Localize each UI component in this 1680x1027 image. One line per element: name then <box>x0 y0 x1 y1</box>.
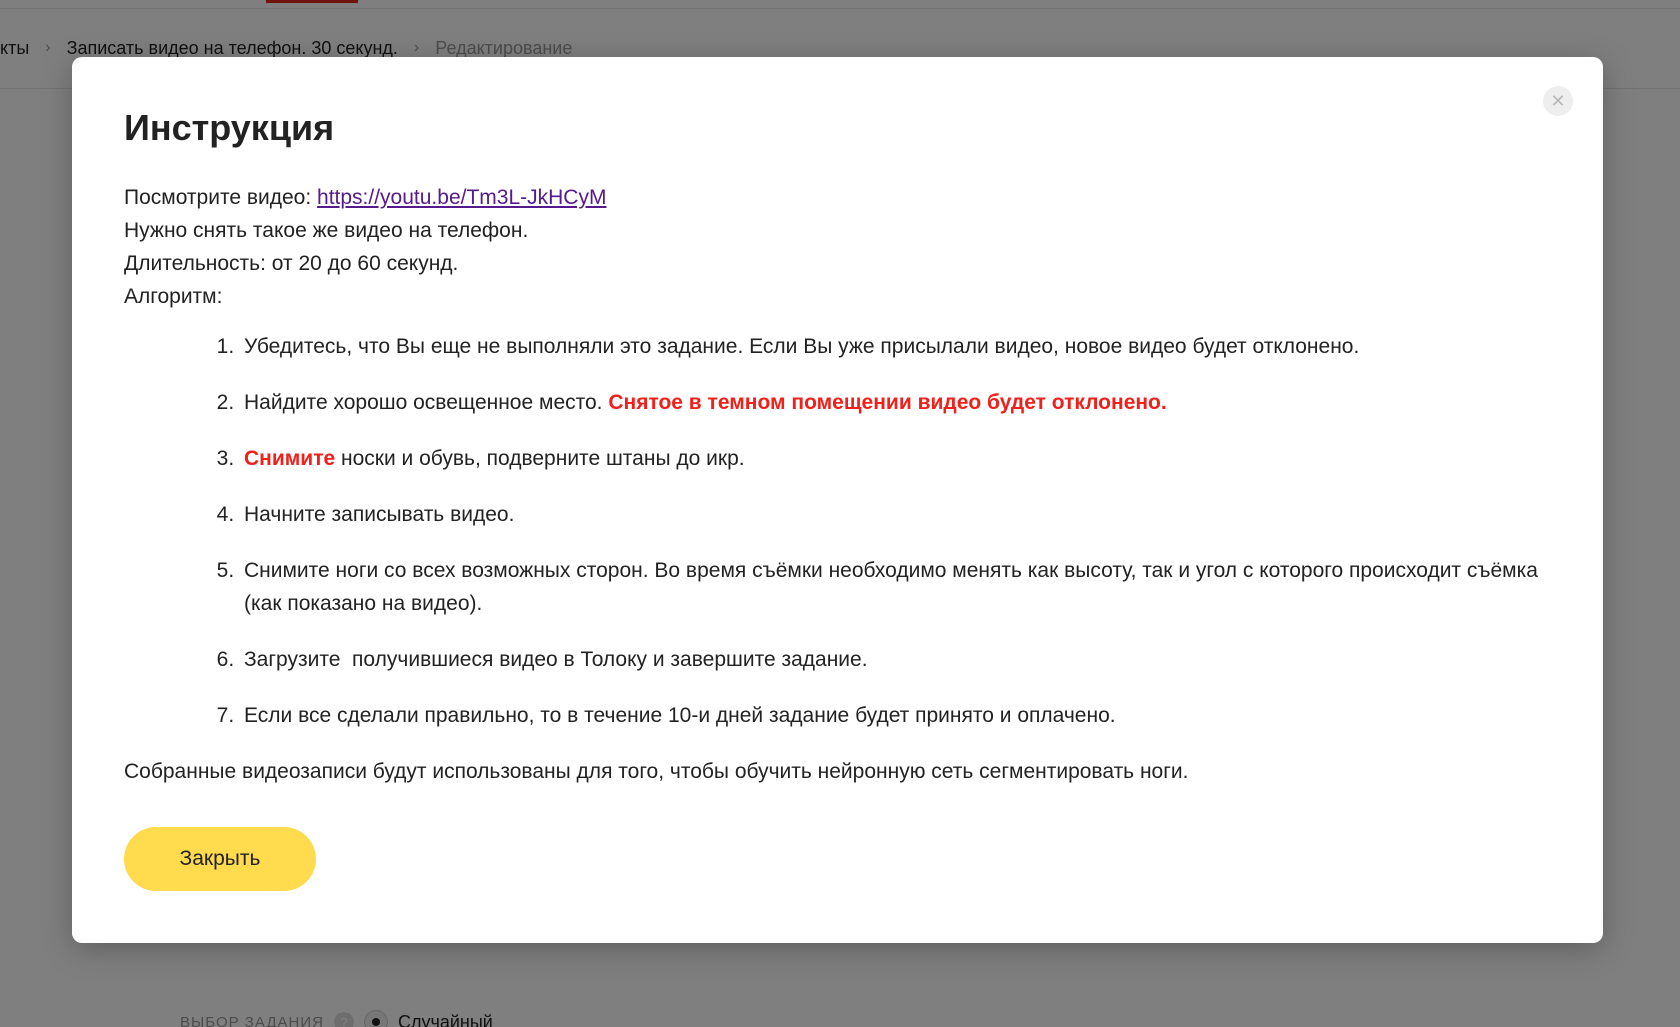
step-text: Снимите ноги со всех возможных сторон. Во время съёмки необходимо менять как высоту, так и угол с которого происходит съёмка (как показано на видео). <box>244 559 1538 615</box>
step-text: носки и обувь, подверните штаны до икр. <box>335 447 745 470</box>
modal-content <box>124 181 1544 788</box>
step-text: Если все сделали правильно, то в течение 10-и дней задание будет принято и оплачено. <box>244 704 1116 727</box>
list-item <box>240 699 1544 732</box>
list-item <box>240 330 1544 363</box>
step-text: Убедитесь, что Вы еще не выполняли это задание. Если Вы уже присылали видео, новое видео будет отклонено. <box>244 335 1360 358</box>
algorithm-steps <box>124 330 1544 732</box>
step-text: Начните записывать видео. <box>244 503 515 526</box>
step-text: Загрузите получившиеся видео в Толоку и завершите задание. <box>244 648 868 671</box>
list-item <box>240 498 1544 531</box>
list-item <box>240 554 1544 620</box>
intro-watch-prefix: Посмотрите видео: <box>124 186 318 209</box>
intro-line-4: Алгоритм: <box>124 285 223 308</box>
step-emphasis: Снимите <box>244 447 336 470</box>
close-icon[interactable]: ✕ <box>1543 86 1573 116</box>
footer-text: Собранные видеозаписи будут использованы для того, чтобы обучить нейронную сеть сегментировать ноги. <box>124 760 1189 783</box>
intro-watch-line <box>124 181 1544 214</box>
list-item <box>240 442 1544 475</box>
video-link[interactable]: https://youtu.be/Tm3L-JkHCyM <box>317 186 607 209</box>
list-item <box>240 386 1544 419</box>
step-text: Найдите хорошо освещенное место. <box>244 391 609 414</box>
close-button[interactable]: Закрыть <box>124 827 316 891</box>
intro-line-2: Нужно снять такое же видео на телефон. <box>124 219 529 242</box>
modal-title: Инструкция <box>124 107 335 148</box>
intro-line-3: Длительность: от 20 до 60 секунд. <box>124 252 459 275</box>
instruction-modal <box>72 57 1603 943</box>
list-item <box>240 643 1544 676</box>
step-warning: Снятое в темном помещении видео будет отклонено. <box>608 391 1167 414</box>
